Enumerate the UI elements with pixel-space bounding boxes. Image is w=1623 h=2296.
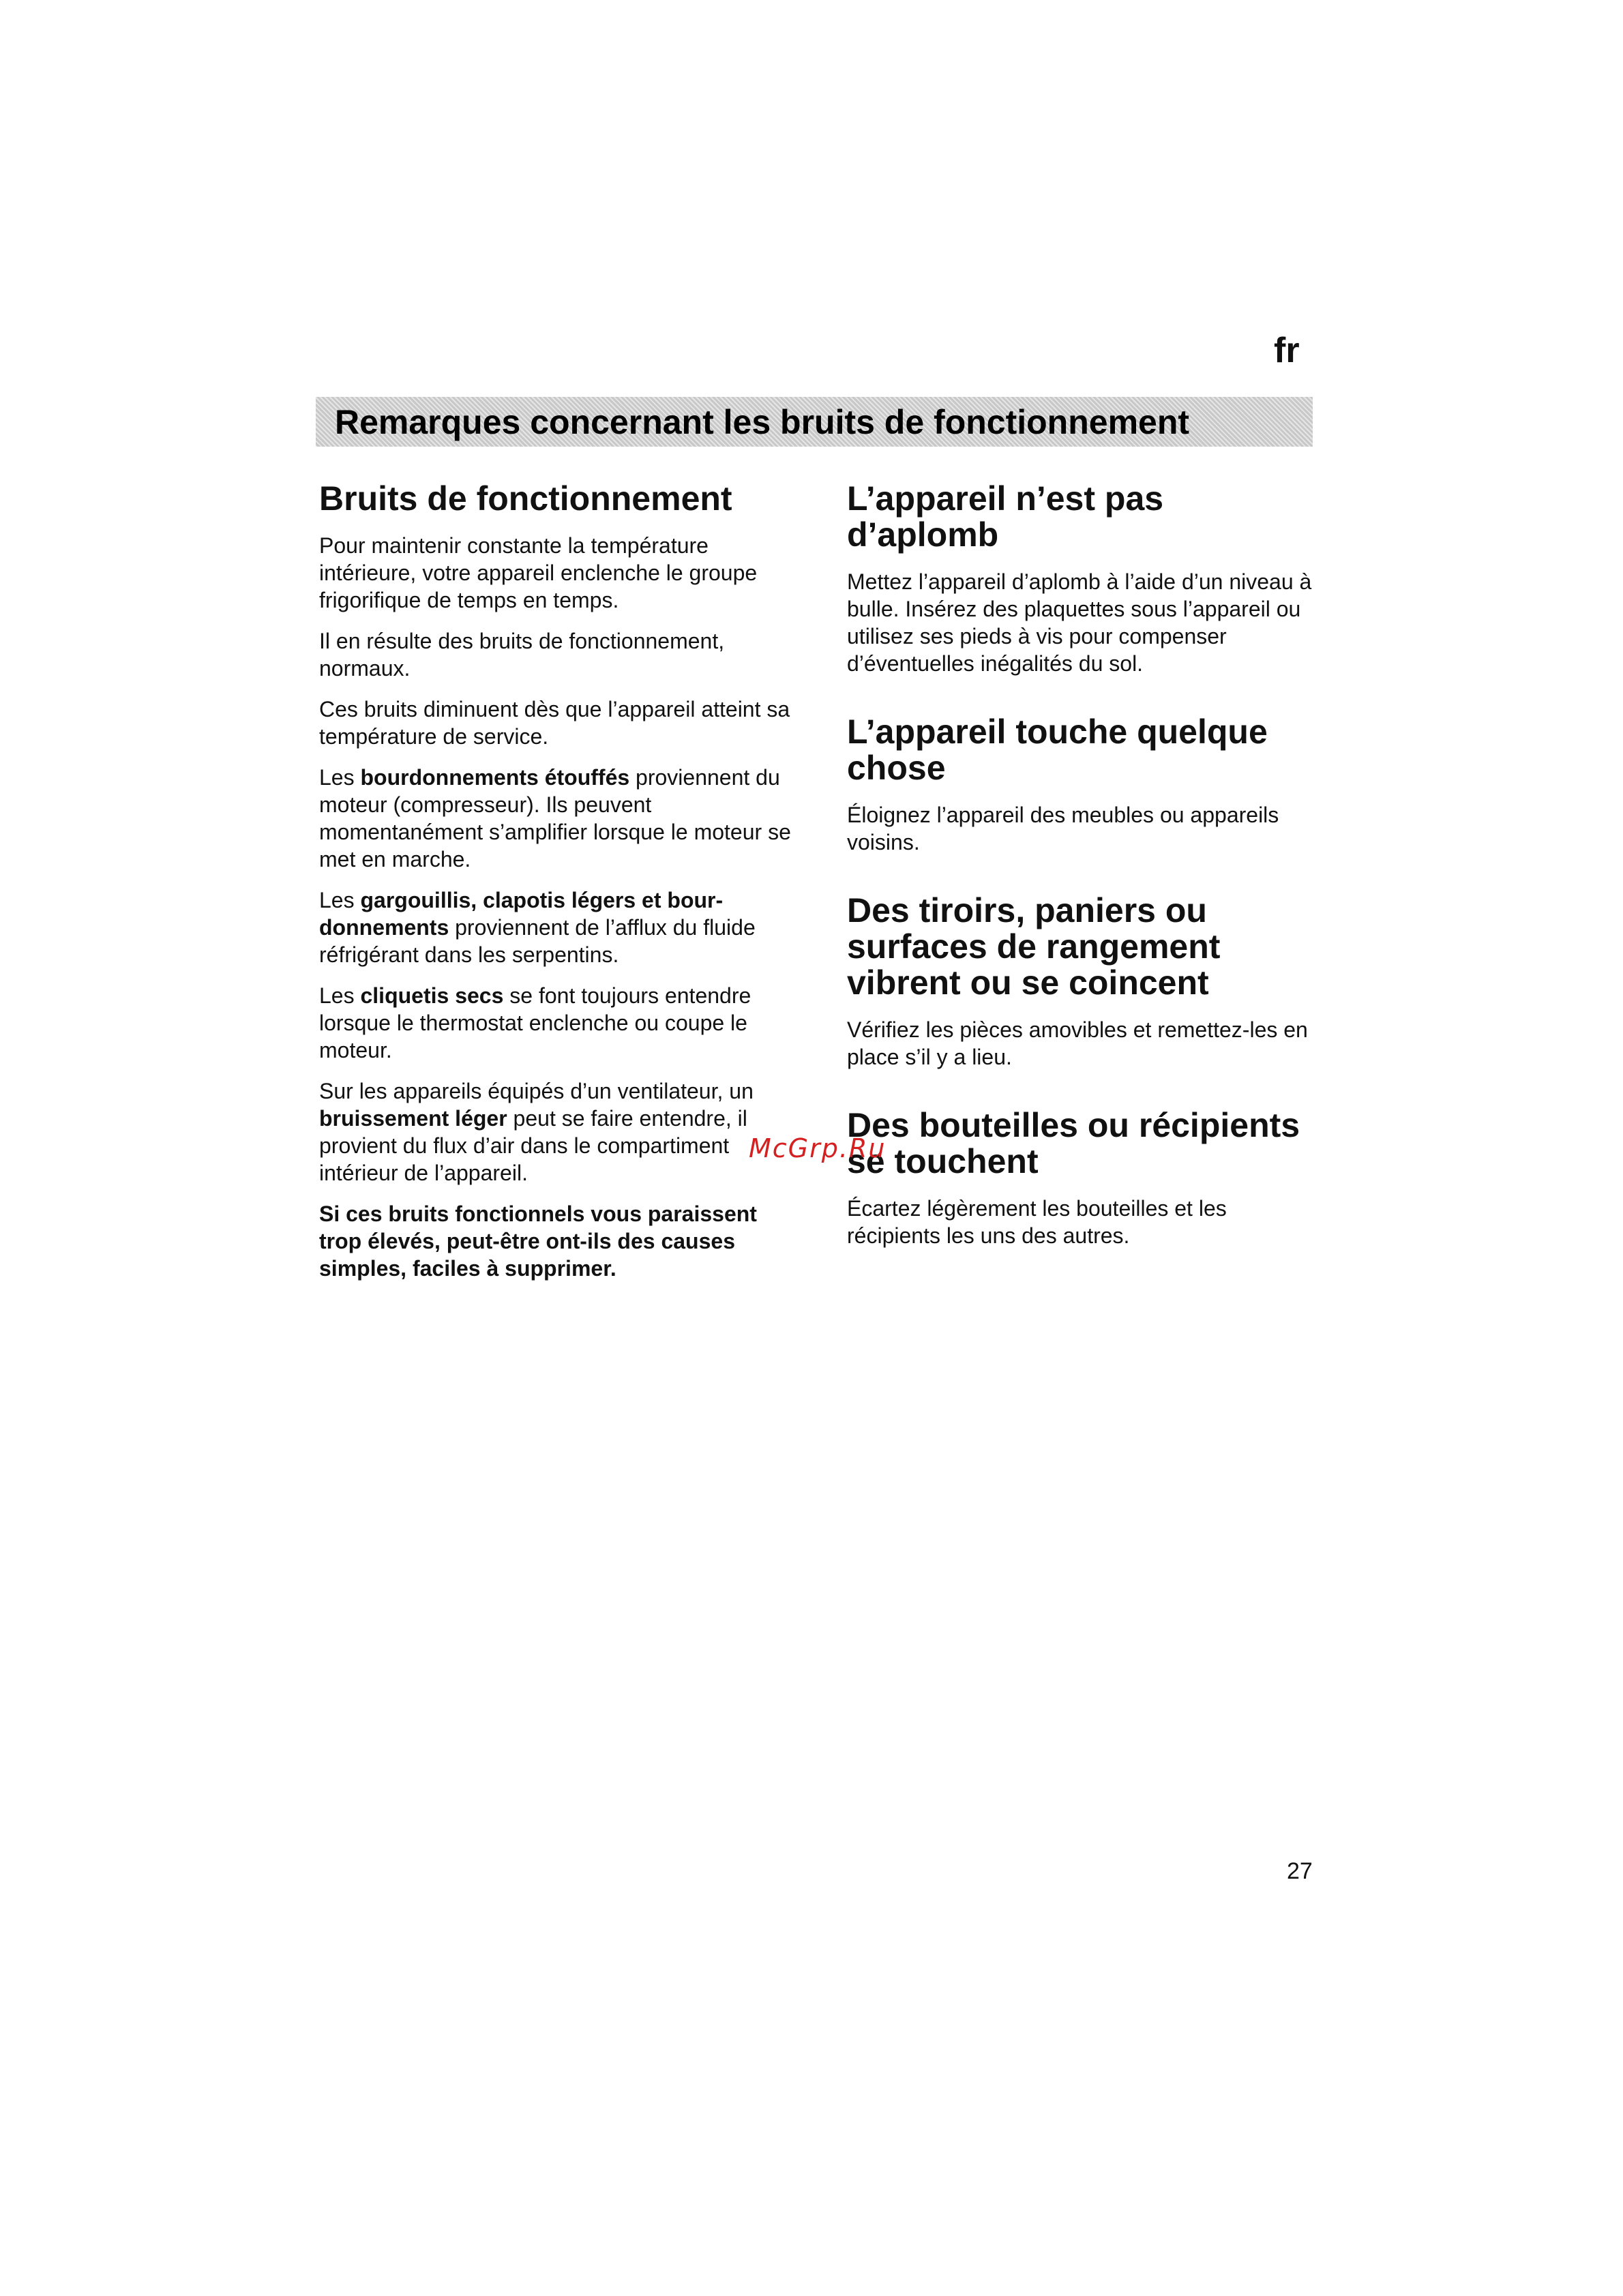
bold-term-rustling: bruissement léger — [319, 1106, 507, 1131]
bold-term-muffled-hum: bourdonnements étouffés — [360, 765, 630, 790]
heading-bottles-touching: Des bouteilles ou récipients se touchent — [847, 1106, 1300, 1180]
paragraph-temperature: Pour maintenir constante la température intérieure, votre appareil enclenche le groupe frigorifique de temps en temps. — [319, 533, 758, 612]
bold-term-clicking: cliquetis secs — [360, 983, 504, 1008]
bold-term-gurgling: gargouillis, clapotis légers et bourdonnements — [319, 888, 724, 940]
paragraph-bottles-touching: Écartez légèrement les bouteilles et les récipients les uns des autres. — [847, 1196, 1227, 1248]
right-column — [847, 481, 1324, 1263]
paragraph-gurgling — [319, 886, 796, 968]
heading-operating-noises: Bruits de fonctionnement — [319, 479, 732, 518]
paragraph-clicking — [319, 982, 796, 1064]
text-segment: proviennent du moteur (compresseur). Ils peuvent momentanément s’amplifier lorsque le moteur se met en marche. — [319, 765, 791, 871]
paragraph-not-level: Mettez l’appareil d’aplomb à l’aide d’un niveau à bulle. Insérez des plaquettes sous l’appareil ou utilisez ses pieds à vis pour compenser d’éventuelles inégalités du sol. — [847, 569, 1312, 676]
heading-drawers-vibrate: Des tiroirs, paniers ou surfaces de rangement vibrent ou se coincent — [847, 891, 1221, 1002]
heading-not-level: L’appareil n’est pas d’aplomb — [847, 479, 1164, 554]
paragraph-noises-decrease: Ces bruits diminuent dès que l’appareil atteint sa température de service. — [319, 697, 790, 749]
paragraph-noises-too-loud: Si ces bruits fonctionnels vous paraissent trop élevés, peut-être ont-ils des causes simples, faciles à supprimer. — [319, 1202, 757, 1281]
text-segment: se font toujours entendre lorsque le thermostat enclenche ou coupe le moteur. — [319, 983, 751, 1062]
text-segment: Les — [319, 765, 361, 790]
text-segment: Les — [319, 983, 361, 1008]
heading-touching: L’appareil touche quelque chose — [847, 713, 1268, 787]
paragraph-normal-noises: Il en résulte des bruits de fonctionnement, normaux. — [319, 629, 725, 681]
text-segment: peut se faire entendre, il provient du flux d’air dans le compartiment intérieur de l’appareil. — [319, 1106, 747, 1185]
text-segment: Sur les appareils équipés d’un ventilateur, un — [319, 1079, 754, 1103]
left-column — [319, 481, 796, 1296]
language-tag: fr — [1274, 331, 1300, 370]
paragraph-touching: Éloignez l’appareil des meubles ou appareils voisins. — [847, 803, 1279, 854]
text-segment: proviennent de l’afflux du fluide réfrigérant dans les serpentins. — [319, 915, 756, 967]
paragraph-drawers-vibrate: Vérifiez les pièces amovibles et remettez-les en place s’il y a lieu. — [847, 1017, 1308, 1069]
section-title: Remarques concernant les bruits de fonctionnement — [335, 403, 1190, 441]
paragraph-rustling — [319, 1077, 796, 1187]
section-banner — [316, 397, 1313, 447]
paragraph-muffled-hum — [319, 764, 796, 873]
text-segment: Les — [319, 888, 361, 912]
page-number: 27 — [1287, 1858, 1313, 1884]
watermark: McGrp.Ru — [749, 1133, 887, 1163]
